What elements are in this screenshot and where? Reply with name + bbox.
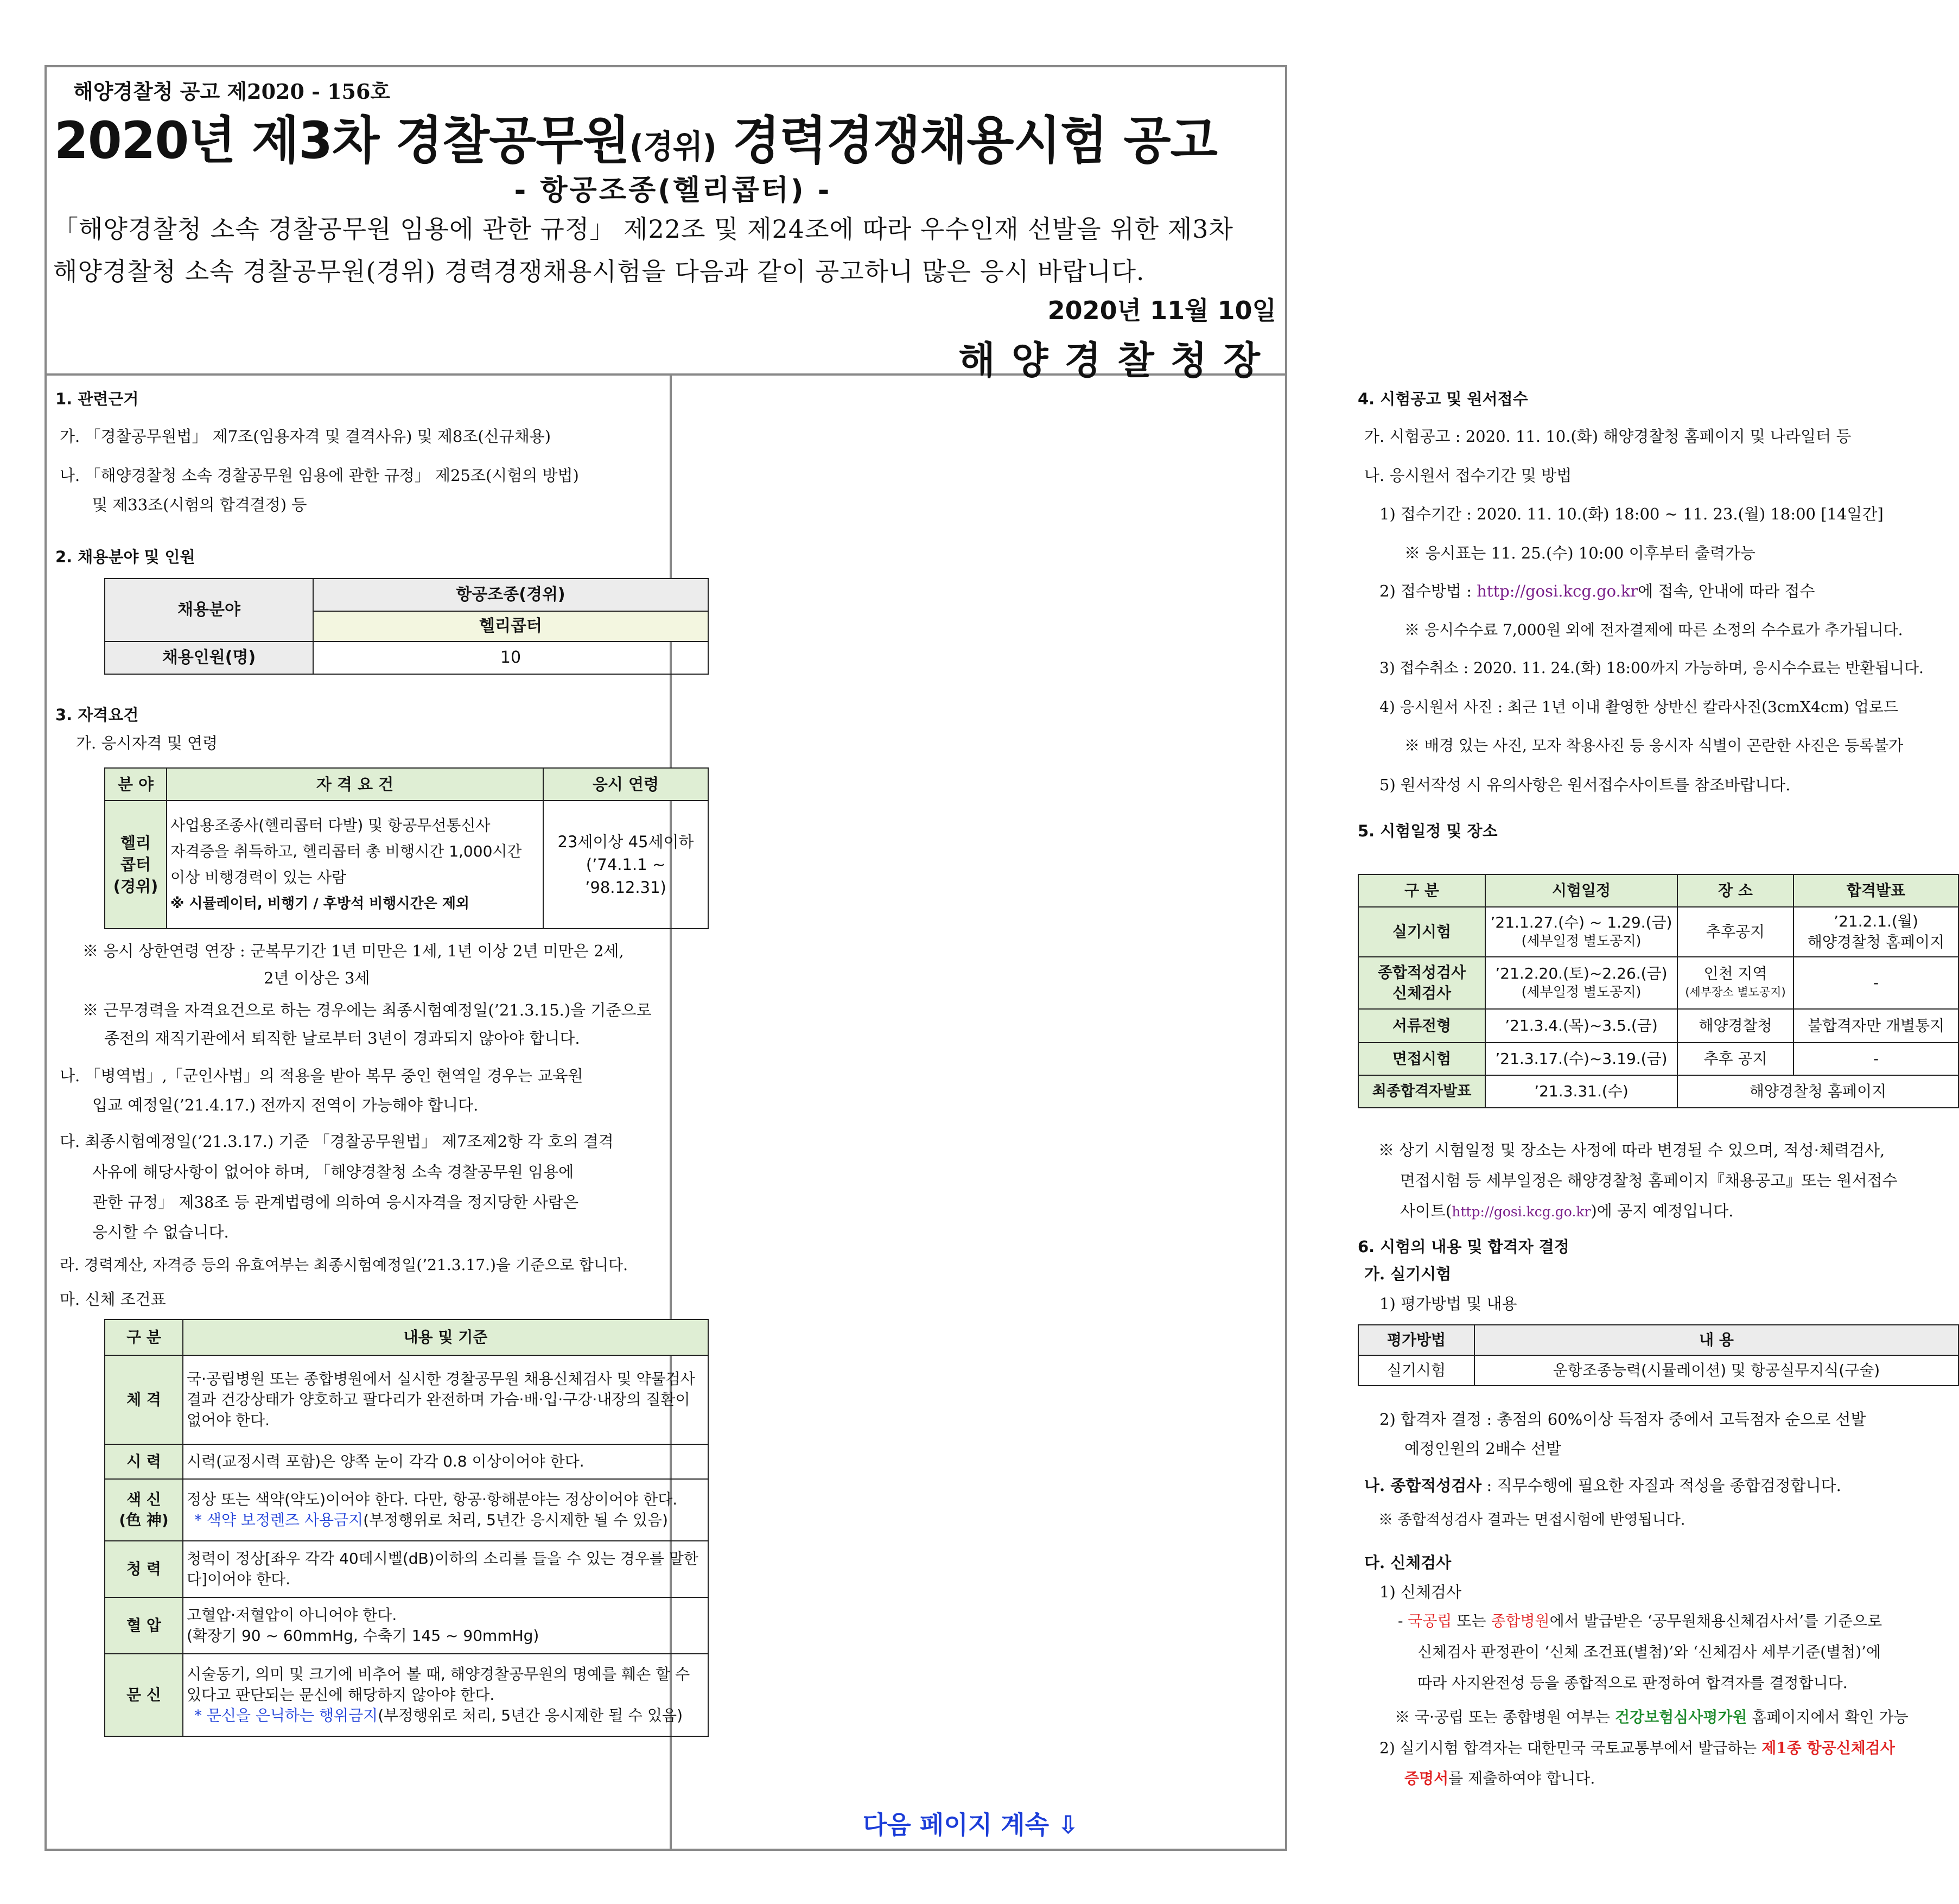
s3-ma: 마. 신체 조건표	[60, 1290, 166, 1309]
intro-text: 「해양경찰청 소속 경찰공무원 임용에 관한 규정」 제22조 및 제24조에 따라 우수인재 선발을 위한 제3차 해양경찰청 소속 경찰공무원(경위) 경력경쟁채용시험을 다음과 같이 공고하니 많은 응시 바랍니다.	[53, 214, 1233, 286]
section-5-title: 5. 시험일정 및 장소	[1358, 822, 1498, 840]
s3-da-a: 다. 최종시험예정일(’21.3.17.) 기준 「경찰공무원법」 제7조제2항 각 호의 결격	[60, 1132, 614, 1151]
s4-item4-note: ※ 배경 있는 사진, 모자 착용사진 등 응시자 식별이 곤란한 사진은 등록불가	[1404, 737, 1904, 754]
count-label: 채용인원(명)	[105, 642, 313, 674]
s6-ga1: 1) 평가방법 및 내용	[1379, 1294, 1517, 1313]
sched-r3-result: 불합격자만 개별통지	[1793, 1009, 1958, 1043]
sched-r3-place: 해양경찰청	[1677, 1009, 1793, 1043]
sched-r2-label: 종합적성검사 신체검사	[1358, 957, 1485, 1009]
s4-item4: 4) 응시원서 사진 : 최근 1년 이내 촬영한 상반신 칼라사진(3cmX4cm) 업로드	[1379, 698, 1899, 716]
body-row-label: 체 격	[105, 1355, 183, 1444]
practical-label: 실기시험	[1358, 1355, 1474, 1386]
s6-da1: 1) 신체검사	[1379, 1583, 1462, 1601]
sched-r3-date: ’21.3.4.(목)~3.5.(금)	[1485, 1009, 1677, 1043]
s3-na-a: 나. 「병역법」,「군인사법」의 적용을 받아 복무 중인 현역일 경우는 교육원	[60, 1067, 583, 1085]
s3-ra: 라. 경력계산, 자격증 등의 유효여부는 최종시험예정일(’21.3.17.)을 기준으로 합니다.	[60, 1256, 628, 1274]
s5-note-a: ※ 상기 시험일정 및 장소는 사정에 따라 변경될 수 있으며, 적성·체력검사,	[1378, 1141, 1885, 1159]
sched-r5-label: 최종합격자발표	[1358, 1075, 1485, 1108]
sched-r1-date: ’21.1.27.(수) ~ 1.29.(금) (세부일정 별도공지)	[1485, 907, 1677, 957]
body-row-criteria: 시력(교정시력 포함)은 양쪽 눈이 각각 0.8 이상이어야 한다.	[183, 1444, 708, 1479]
sched-th-date: 시험일정	[1485, 874, 1677, 907]
s1-na-line2: 및 제33조(시험의 합격결정) 등	[92, 496, 307, 514]
s3-da-c: 관한 규정」 제38조 등 관계법령에 의하여 응시자격을 정지당한 사람은	[92, 1193, 579, 1211]
body-row	[105, 1444, 708, 1479]
body-row-criteria: 청력이 정상[좌우 각각 40데시벨(dB)이하의 소리를 들을 수 있는 경우를 말한다]이어야 한다.	[183, 1541, 708, 1597]
s6-da-note: ※ 국·공립 또는 종합병원 여부는 건강보험심사평가원 홈페이지에서 확인 가능	[1395, 1708, 1909, 1726]
s6-ga: 가. 실기시험	[1364, 1265, 1452, 1283]
s3-ga: 가. 응시자격 및 연령	[76, 734, 218, 752]
apply-site-link[interactable]: http://gosi.kcg.go.kr	[1477, 582, 1638, 600]
schedule-table	[1358, 874, 1959, 1108]
s4-item2-note: ※ 응시수수료 7,000원 외에 전자결제에 따른 소정의 수수료가 추가됩니다.	[1404, 621, 1903, 639]
sched-r4-date: ’21.3.17.(수)~3.19.(금)	[1485, 1043, 1677, 1075]
sched-th-place: 장 소	[1677, 874, 1793, 907]
s6-da2-b: 증명서를 제출하여야 합니다.	[1404, 1769, 1595, 1787]
qual-age: 23세이상 45세이하 (’74.1.1 ~ ’98.12.31)	[543, 801, 708, 929]
s6-ga2-a: 2) 합격자 결정 : 총점의 60%이상 득점자 중에서 고득점자 순으로 선발	[1379, 1410, 1866, 1429]
s3-note1-b: 2년 이상은 3세	[264, 969, 370, 987]
s5-note-c: 사이트(http://gosi.kcg.go.kr)에 공지 예정입니다.	[1400, 1202, 1734, 1220]
body-row-criteria: 시술동기, 의미 및 크기에 비추어 볼 때, 해양경찰공무원의 명예를 훼손 할 수 있다고 판단되는 문신에 해당하지 않아야 한다. * 문신을 은닉하는 행위금지(부정행위로 처리, 5년간 응시제한 될 수 있음)	[183, 1654, 708, 1736]
section-6-title: 6. 시험의 내용 및 합격자 결정	[1358, 1237, 1569, 1256]
body-row-label: 문 신	[105, 1654, 183, 1736]
sched-r4-result: -	[1793, 1043, 1958, 1075]
next-page-notice: 다음 페이지 계속 ⇩	[863, 1810, 1079, 1839]
section-2-title: 2. 채용분야 및 인원	[55, 548, 195, 566]
qualification-table	[104, 767, 709, 929]
field-value: 항공조종(경위)	[313, 579, 708, 611]
agency-name: 해양경찰청장	[958, 338, 1276, 383]
sched-r2-date: ’21.2.20.(토)~2.26.(금) (세부일정 별도공지)	[1485, 957, 1677, 1009]
s1-na-line1: 나. 「해양경찰청 소속 경찰공무원 임용에 관한 규정」 제25조(시험의 방법)	[60, 466, 579, 485]
body-th-category: 구 분	[105, 1319, 183, 1355]
field-sub: 헬리콥터	[313, 611, 708, 642]
notice-number: 해양경찰청 공고 제2020 - 156호	[73, 79, 391, 104]
site-link[interactable]: http://gosi.kcg.go.kr	[1452, 1204, 1591, 1220]
s4-item1: 1) 접수기간 : 2020. 11. 10.(화) 18:00 ~ 11. 23.(월) 18:00 [14일간]	[1379, 505, 1884, 523]
s4-item3: 3) 접수취소 : 2020. 11. 24.(화) 18:00까지 가능하며, 응시수수료는 반환됩니다.	[1379, 659, 1924, 677]
body-row-criteria: 정상 또는 색약(약도)이어야 한다. 다만, 항공·항해분야는 정상이어야 한다. * 색약 보정렌즈 사용금지(부정행위로 처리, 5년간 응시제한 될 수 있음)	[183, 1479, 708, 1541]
practical-th-content: 내 용	[1474, 1325, 1958, 1355]
sched-r1-result: ’21.2.1.(월) 해양경찰청 홈페이지	[1793, 907, 1958, 957]
sched-r4-place: 추후 공지	[1677, 1043, 1793, 1075]
s4-ga: 가. 시험공고 : 2020. 11. 10.(화) 해양경찰청 홈페이지 및 나라일터 등	[1364, 427, 1852, 446]
sched-r1-place: 추후공지	[1677, 907, 1793, 957]
s6-na: 나. 종합적성검사 : 직무수행에 필요한 자질과 적성을 종합검정합니다.	[1364, 1476, 1841, 1495]
s6-da1-c: 따라 사지완전성 등을 종합적으로 판정하여 합격자를 결정합니다.	[1417, 1674, 1848, 1692]
body-condition-table	[104, 1319, 709, 1737]
body-row	[105, 1654, 708, 1736]
s4-item1-note: ※ 응시표는 11. 25.(수) 10:00 이후부터 출력가능	[1404, 544, 1756, 562]
field-label: 채용분야	[105, 579, 313, 642]
sched-r2-result: -	[1793, 957, 1958, 1009]
sched-r1-label: 실기시험	[1358, 907, 1485, 957]
s4-item5: 5) 원서작성 시 유의사항은 원서접수사이트를 참조바랍니다.	[1379, 776, 1791, 794]
practical-th-method: 평가방법	[1358, 1325, 1474, 1355]
s5-note-b: 면접시험 등 세부일정은 해양경찰청 홈페이지『채용공고』또는 원서접수	[1400, 1171, 1898, 1190]
practical-value: 운항조종능력(시뮬레이션) 및 항공실무지식(구술)	[1474, 1355, 1958, 1386]
th-field: 분 야	[105, 768, 167, 801]
s6-na-note: ※ 종합적성검사 결과는 면접시험에 반영됩니다.	[1378, 1512, 1685, 1528]
s3-da-d: 응시할 수 없습니다.	[92, 1223, 229, 1241]
s6-ga2-b: 예정인원의 2배수 선발	[1404, 1439, 1562, 1458]
s6-da: 다. 신체검사	[1364, 1553, 1452, 1572]
s1-ga: 가. 「경찰공무원법」 제7조(임용자격 및 결격사유) 및 제8조(신규채용)	[60, 427, 551, 446]
th-requirement: 자 격 요 건	[167, 768, 543, 801]
body-row-label: 시 력	[105, 1444, 183, 1479]
notice-date: 2020년 11월 10일	[1047, 296, 1276, 325]
sched-th-category: 구 분	[1358, 874, 1485, 907]
body-row	[105, 1541, 708, 1597]
qual-requirement: 사업용조종사(헬리콥터 다발) 및 항공무선통신사 자격증을 취득하고, 헬리콥터 총 비행시간 1,000시간 이상 비행경력이 있는 사람 ※ 시뮬레이터, 비행기 / 후방석 비행시간은 제외	[167, 801, 543, 929]
sched-th-result: 합격발표	[1793, 874, 1958, 907]
body-row	[105, 1355, 708, 1444]
sched-r2-place: 인천 지역 (세부장소 별도공지)	[1677, 957, 1793, 1009]
s6-da2-a: 2) 실기시험 합격자는 대한민국 국토교통부에서 발급하는 제1종 항공신체검사	[1379, 1739, 1895, 1757]
sched-r5-date: ’21.3.31.(수)	[1485, 1075, 1677, 1108]
practical-table	[1358, 1324, 1959, 1386]
body-row-criteria: 국·공립병원 또는 종합병원에서 실시한 경찰공무원 채용신체검사 및 약물검사 결과 건강상태가 양호하고 팔다리가 완전하며 가슴·배·입·구강·내장의 질환이 없어야 한다.	[183, 1355, 708, 1444]
s6-da1-a: - 국공립 또는 종합병원에서 발급받은 ‘공무원채용신체검사서’를 기준으로	[1398, 1612, 1882, 1630]
section-3-title: 3. 자격요건	[55, 706, 139, 724]
count-value: 10	[313, 642, 708, 674]
sched-r4-label: 면접시험	[1358, 1043, 1485, 1075]
s3-note2-a: ※ 근무경력을 자격요건으로 하는 경우에는 최종시험예정일(’21.3.15.)을 기준으로	[82, 1001, 652, 1019]
body-row-label: 혈 압	[105, 1597, 183, 1654]
page-title: 2020년 제3차 경찰공무원(경위) 경력경쟁채용시험 공고	[54, 111, 1217, 170]
s3-note1-a: ※ 응시 상한연령 연장 : 군복무기간 1년 미만은 1세, 1년 이상 2년 미만은 2세,	[82, 942, 624, 960]
page-subtitle: - 항공조종(헬리콥터) -	[514, 174, 832, 207]
s4-item2: 2) 접수방법 : http://gosi.kcg.go.kr에 접속, 안내에 따라 접수	[1379, 582, 1815, 600]
s3-note2-b: 종전의 재직기관에서 퇴직한 날로부터 3년이 경과되지 않아야 합니다.	[104, 1029, 580, 1048]
body-row-label: 색 신 (色 神)	[105, 1479, 183, 1541]
s3-na-b: 입교 예정일(’21.4.17.) 전까지 전역이 가능해야 합니다.	[92, 1096, 479, 1114]
body-row	[105, 1479, 708, 1541]
body-row-criteria: 고혈압·저혈압이 아니어야 한다. (확장기 90 ~ 60mmHg, 수축기 145 ~ 90mmHg)	[183, 1597, 708, 1654]
section-4-title: 4. 시험공고 및 원서접수	[1358, 390, 1528, 408]
s4-na: 나. 응시원서 접수기간 및 방법	[1364, 466, 1572, 485]
body-th-criteria: 내용 및 기준	[183, 1319, 708, 1355]
s3-da-b: 사유에 해당사항이 없어야 하며, 「해양경찰청 소속 경찰공무원 임용에	[92, 1163, 574, 1181]
sched-r3-label: 서류전형	[1358, 1009, 1485, 1043]
sched-r5-place: 해양경찰청 홈페이지	[1677, 1075, 1958, 1108]
body-row-label: 청 력	[105, 1541, 183, 1597]
qual-field: 헬리 콥터 (경위)	[105, 801, 167, 929]
s6-da1-b: 신체검사 판정관이 ‘신체 조건표(별첨)’와 ‘신체검사 세부기준(별첨)’에	[1417, 1643, 1881, 1661]
body-row	[105, 1597, 708, 1654]
section-1-title: 1. 관련근거	[55, 390, 139, 408]
field-table	[104, 578, 709, 675]
th-age: 응시 연령	[543, 768, 708, 801]
